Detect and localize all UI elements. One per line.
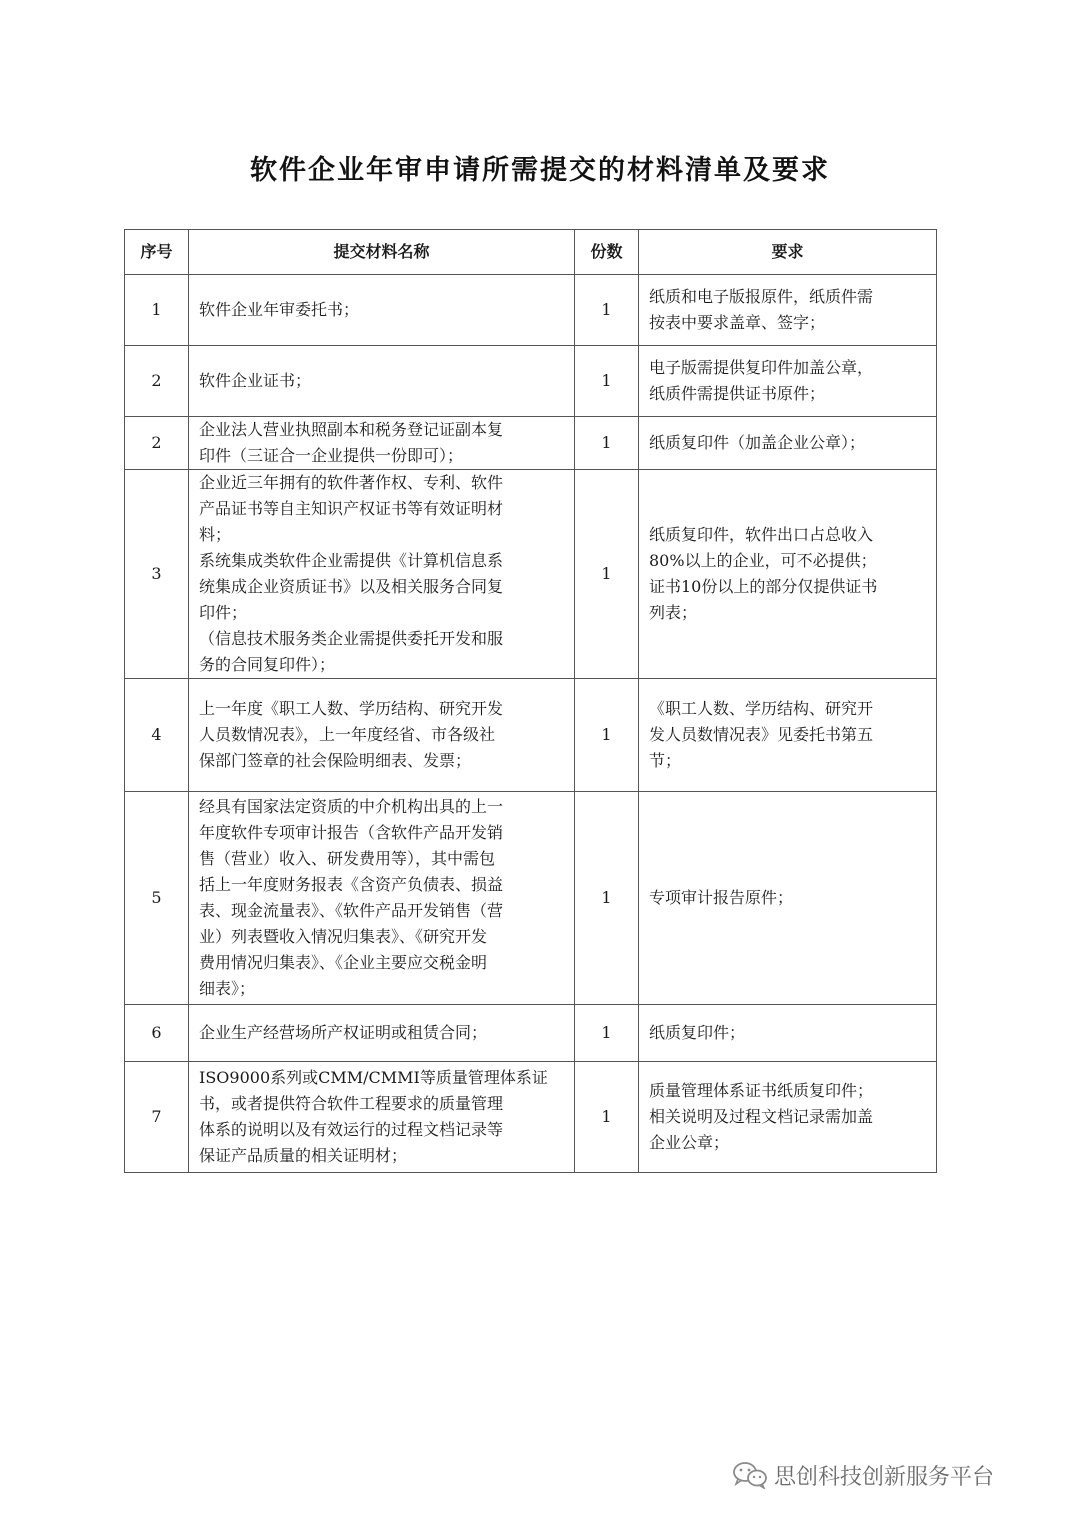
row-requirement: 纸质复印件； xyxy=(639,1005,937,1062)
row-material-name: 经具有国家法定资质的中介机构出具的上一 年度软件专项审计报告（含软件产品开发销 售（营业）收入、研发费用等），其中需包 括上一年度财务报表《含资产负债表、损益 表、现金流量表》、《软件产品开发销售（营 业）列表暨收入情况归集表》、《研究开发 费用情况归集表》、《企业主要应交税金明 细表》； xyxy=(189,792,575,1005)
row-material-name: 软件企业证书； xyxy=(189,346,575,417)
row-requirement: 电子版需提供复印件加盖公章， 纸质件需提供证书原件； xyxy=(639,346,937,417)
row-count: 1 xyxy=(575,792,639,1005)
materials-table xyxy=(124,229,937,1173)
row-requirement: 纸质复印件（加盖企业公章）； xyxy=(639,417,937,470)
row-material-name: 企业生产经营场所产权证明或租赁合同； xyxy=(189,1005,575,1062)
header-num: 序号 xyxy=(125,230,189,275)
row-num: 2 xyxy=(125,417,189,470)
row-count: 1 xyxy=(575,679,639,792)
row-requirement: 《职工人数、学历结构、研究开 发人员数情况表》见委托书第五 节； xyxy=(639,679,937,792)
row-num: 6 xyxy=(125,1005,189,1062)
row-material-name: 企业法人营业执照副本和税务登记证副本复 印件（三证合一企业提供一份即可）； xyxy=(189,417,575,470)
row-requirement: 纸质复印件，软件出口占总收入 80%以上的企业，可不必提供； 证书10份以上的部分仅提供证书 列表； xyxy=(639,470,937,679)
document-title: 软件企业年审申请所需提交的材料清单及要求 xyxy=(250,155,830,186)
row-count: 1 xyxy=(575,1062,639,1173)
row-count: 1 xyxy=(575,346,639,417)
row-material-name: 上一年度《职工人数、学历结构、研究开发 人员数情况表》，上一年度经省、市各级社 保部门签章的社会保险明细表、发票； xyxy=(189,679,575,792)
row-count: 1 xyxy=(575,1005,639,1062)
table-header-row xyxy=(125,230,937,275)
header-name: 提交材料名称 xyxy=(189,230,575,275)
table-row xyxy=(125,346,937,417)
row-material-name: ISO9000系列或CMM/CMMI等质量管理体系证 书，或者提供符合软件工程要求的质量管理 体系的说明以及有效运行的过程文档记录等 保证产品质量的相关证明材； xyxy=(189,1062,575,1173)
table-row xyxy=(125,1062,937,1173)
row-count: 1 xyxy=(575,470,639,679)
row-num: 7 xyxy=(125,1062,189,1173)
header-count: 份数 xyxy=(575,230,639,275)
wechat-icon xyxy=(732,1461,768,1489)
row-requirement: 专项审计报告原件； xyxy=(639,792,937,1005)
row-num: 1 xyxy=(125,275,189,346)
watermark xyxy=(732,1460,994,1490)
row-num: 5 xyxy=(125,792,189,1005)
row-requirement: 纸质和电子版报原件，纸质件需 按表中要求盖章、签字； xyxy=(639,275,937,346)
row-count: 1 xyxy=(575,417,639,470)
row-material-name: 企业近三年拥有的软件著作权、专利、软件 产品证书等自主知识产权证书等有效证明材 料； 系统集成类软件企业需提供《计算机信息系 统集成企业资质证书》以及相关服务合同复 印件； （信息技术服务类企业需提供委托开发和服 务的合同复印件）； xyxy=(189,470,575,679)
table-row xyxy=(125,417,937,470)
table-row xyxy=(125,1005,937,1062)
table-row xyxy=(125,792,937,1005)
table-row xyxy=(125,470,937,679)
header-requirement: 要求 xyxy=(639,230,937,275)
row-count: 1 xyxy=(575,275,639,346)
row-num: 3 xyxy=(125,470,189,679)
row-num: 2 xyxy=(125,346,189,417)
row-material-name: 软件企业年审委托书； xyxy=(189,275,575,346)
table-row xyxy=(125,679,937,792)
row-num: 4 xyxy=(125,679,189,792)
table-row xyxy=(125,275,937,346)
watermark-text: 思创科技创新服务平台 xyxy=(774,1464,995,1490)
row-requirement: 质量管理体系证书纸质复印件； 相关说明及过程文档记录需加盖 企业公章； xyxy=(639,1062,937,1173)
